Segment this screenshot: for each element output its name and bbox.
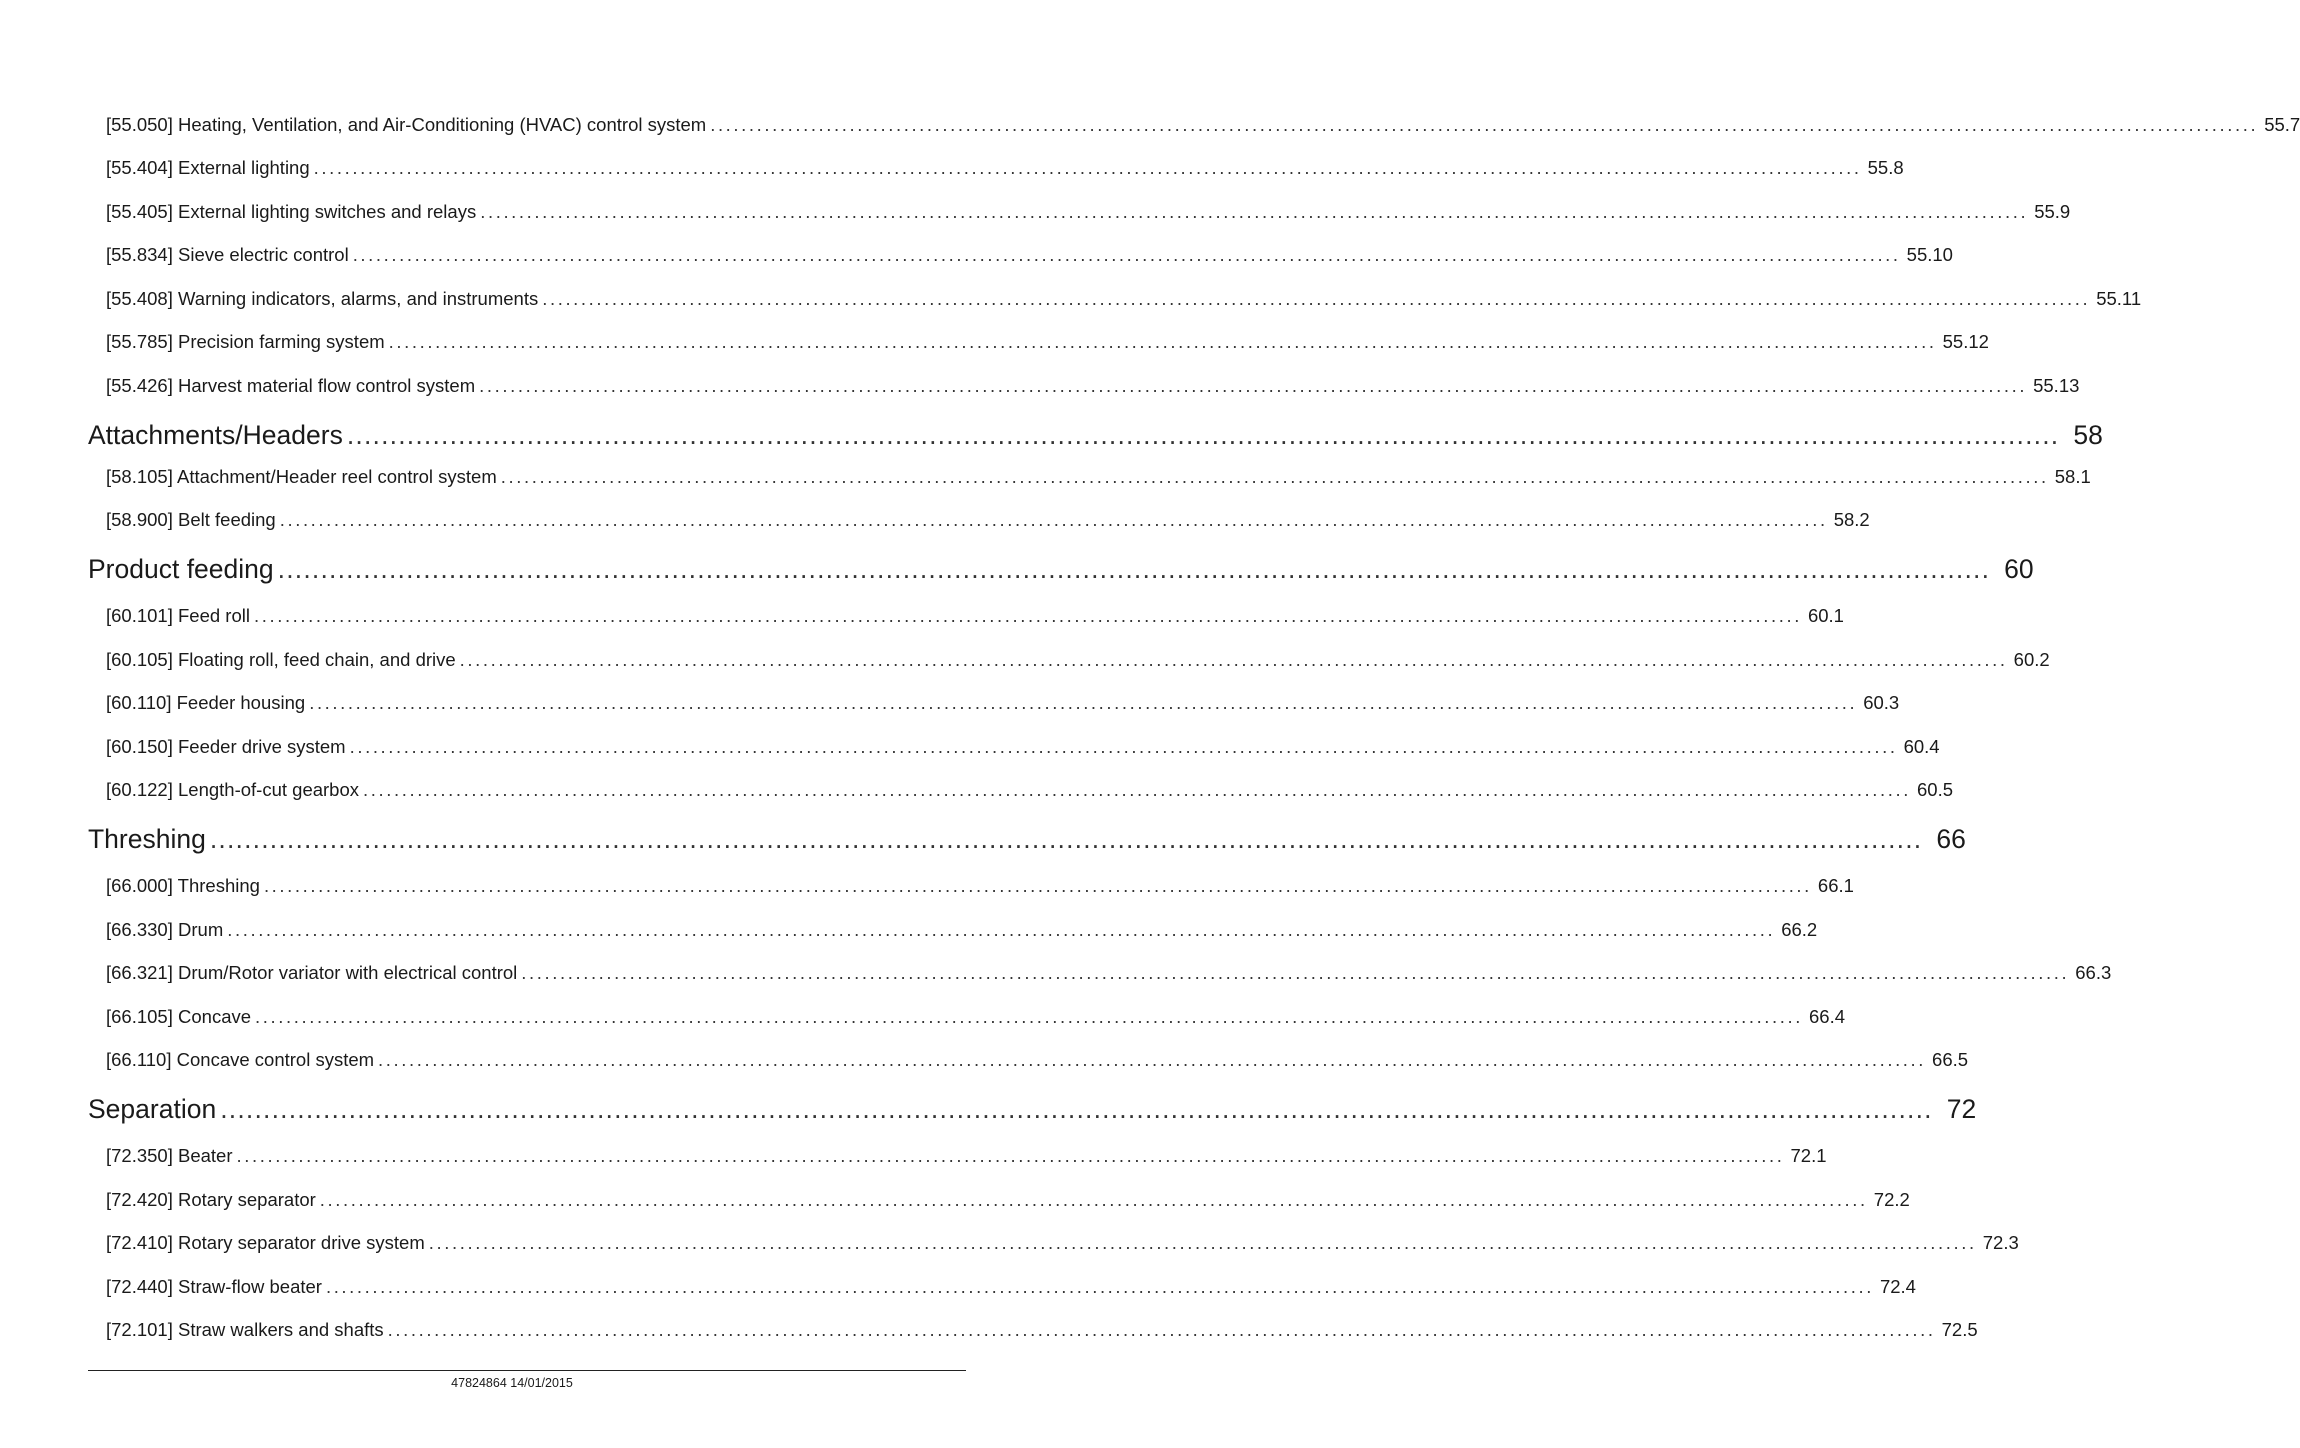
toc-entry-page: 55.9 <box>2034 201 2071 222</box>
toc-entry[interactable] <box>106 917 1818 943</box>
toc-entry-page: 66.4 <box>1809 1006 1846 1027</box>
toc-entry-page: 55.13 <box>2033 375 2080 396</box>
toc-entry-label: [60.101] Feed roll <box>106 605 250 626</box>
toc-entry-label: [60.110] Feeder housing <box>106 692 306 713</box>
toc-section-page: 60 <box>2004 554 2034 584</box>
toc-leader-dots: ........................................................................................................................................................................................................ <box>279 509 1828 530</box>
toc-entry-page: 66.3 <box>2075 962 2112 983</box>
toc-leader-dots: ........................................................................................................................................................................................................ <box>479 375 2028 396</box>
toc-entry-page: 72.2 <box>1873 1189 1910 1210</box>
toc-entry-page: 60.4 <box>1903 736 1940 757</box>
toc-leader-dots: ........................................................................................................................................................................................................ <box>388 331 1937 352</box>
toc-leader-dots: ........................................................................................................................................................................................................ <box>542 288 2091 309</box>
toc-leader-dots: ........................................................................................................................................................................................................ <box>459 649 2008 670</box>
toc-leader-dots: ........................................................................................................................................................................................................ <box>313 157 1862 178</box>
toc-entry-label: [55.785] Precision farming system <box>106 331 385 352</box>
toc-leader-dots: ........................................................................................................................................................................................................ <box>352 244 1901 265</box>
toc-leader-dots: ........................................................................................................................................................................................................ <box>428 1232 1977 1253</box>
toc-entry-page: 72.5 <box>1941 1319 1978 1340</box>
toc-section[interactable] <box>88 551 2034 587</box>
toc-entry-label: [60.150] Feeder drive system <box>106 736 346 757</box>
toc-entry-page: 60.5 <box>1917 779 1954 800</box>
toc-entry[interactable] <box>106 1004 1846 1030</box>
toc-entry-page: 72.1 <box>1790 1145 1827 1166</box>
toc-entry[interactable] <box>106 960 2112 986</box>
toc-section-label: Threshing <box>88 824 206 854</box>
toc-leader-dots: ........................................................................................................................................................................................................ <box>387 1319 1936 1340</box>
toc-entry-page: 55.7 <box>2264 114 2300 135</box>
toc-entry[interactable] <box>106 112 2300 138</box>
toc-entry-label: [66.110] Concave control system <box>106 1049 375 1070</box>
toc-entry-page: 60.3 <box>1863 692 1900 713</box>
toc-entry-page: 66.2 <box>1781 919 1818 940</box>
toc-entry-label: [72.101] Straw walkers and shafts <box>106 1319 384 1340</box>
toc-leader-dots: ........................................................................................................................................................................................................ <box>263 875 1812 896</box>
toc-section[interactable] <box>88 417 2103 453</box>
toc-entry-page: 55.10 <box>1906 244 1953 265</box>
toc-entry-page: 66.5 <box>1932 1049 1969 1070</box>
toc-entry-page: 72.3 <box>1982 1232 2019 1253</box>
toc-leader-dots: ........................................................................................................................................................................................................ <box>325 1276 1874 1297</box>
toc-entry[interactable] <box>106 1143 1827 1169</box>
toc-entry-page: 58.2 <box>1833 509 1870 530</box>
toc-section[interactable] <box>88 1091 1977 1127</box>
toc-section-label: Product feeding <box>88 554 274 584</box>
toc-entry-label: [55.834] Sieve electric control <box>106 244 349 265</box>
toc-entry[interactable] <box>106 373 2080 399</box>
toc-leader-dots: ........................................................................................................................................................................................................ <box>319 1189 1868 1210</box>
footer-document-id: 47824864 14/01/2015 <box>451 1376 573 1390</box>
toc-entry[interactable] <box>106 155 1904 181</box>
toc-entry[interactable] <box>106 507 1870 533</box>
toc-entry[interactable] <box>106 1230 2019 1256</box>
toc-leader-dots: ........................................................................................................................................................................................................ <box>236 1145 1785 1166</box>
toc-entry-label: [58.900] Belt feeding <box>106 509 276 530</box>
toc-entry-label: [58.105] Attachment/Header reel control system <box>106 466 497 487</box>
toc-entry-label: [72.440] Straw-flow beater <box>106 1276 322 1297</box>
toc-entry-page: 60.1 <box>1807 605 1844 626</box>
toc-entry-page: 72.4 <box>1879 1276 1916 1297</box>
toc-leader-dots: ........................................................................................................................................................................................................ <box>480 201 2029 222</box>
toc-entry-label: [66.105] Concave <box>106 1006 252 1027</box>
toc-leader-dots: ........................................................................................................................................................................................................ <box>521 962 2070 983</box>
toc-entry[interactable] <box>106 734 1940 760</box>
toc-entry[interactable] <box>106 1047 1969 1073</box>
toc-entry-label: [55.426] Harvest material flow control system <box>106 375 476 396</box>
toc-entry[interactable] <box>106 1187 1910 1213</box>
toc-leader-dots: ........................................................................................................................................................................................................ <box>378 1049 1927 1070</box>
toc-leader-dots: ........................................................................................................................................................................................................ <box>255 1006 1804 1027</box>
toc-entry[interactable] <box>106 1317 1978 1343</box>
toc-section-page: 58 <box>2073 420 2103 450</box>
toc-leader-dots: ........................................................................................................................................................................................................ <box>277 554 1991 584</box>
toc-entry-label: [60.122] Length-of-cut gearbox <box>106 779 360 800</box>
toc-entry-label: [60.105] Floating roll, feed chain, and drive <box>106 649 456 670</box>
toc-leader-dots: ........................................................................................................................................................................................................ <box>349 736 1898 757</box>
toc-entry-page: 58.1 <box>2054 466 2091 487</box>
toc-entry[interactable] <box>106 603 1844 629</box>
toc-entry-label: [55.408] Warning indicators, alarms, and instruments <box>106 288 539 309</box>
toc-entry-label: [55.404] External lighting <box>106 157 310 178</box>
toc-entry-label: [66.321] Drum/Rotor variator with electrical control <box>106 962 518 983</box>
footer-divider <box>88 1370 966 1371</box>
toc-entry[interactable] <box>106 286 2142 312</box>
toc-entry[interactable] <box>106 873 1854 899</box>
toc-leader-dots: ........................................................................................................................................................................................................ <box>209 824 1923 854</box>
toc-entry-label: [72.420] Rotary separator <box>106 1189 316 1210</box>
toc-entry-label: [72.350] Beater <box>106 1145 233 1166</box>
toc-leader-dots: ........................................................................................................................................................................................................ <box>253 605 1802 626</box>
toc-entry-label: [55.405] External lighting switches and relays <box>106 201 477 222</box>
toc-section-label: Separation <box>88 1094 217 1124</box>
toc-leader-dots: ........................................................................................................................................................................................................ <box>710 114 2259 135</box>
toc-leader-dots: ........................................................................................................................................................................................................ <box>220 1094 1933 1124</box>
toc-leader-dots: ........................................................................................................................................................................................................ <box>500 466 2049 487</box>
toc-entry[interactable] <box>106 329 1989 355</box>
toc-entry[interactable] <box>106 777 1954 803</box>
toc-entry[interactable] <box>106 242 1953 268</box>
toc-entry-label: [66.330] Drum <box>106 919 224 940</box>
toc-section[interactable] <box>88 821 1966 857</box>
toc-section-page: 72 <box>1946 1094 1977 1124</box>
toc-entry[interactable] <box>106 690 1900 716</box>
toc-entry-label: [66.000] Threshing <box>106 875 260 896</box>
toc-entry[interactable] <box>106 1274 1916 1300</box>
toc-entry[interactable] <box>106 647 2050 673</box>
toc-entry[interactable] <box>106 464 2091 490</box>
toc-leader-dots: ........................................................................................................................................................................................................ <box>227 919 1776 940</box>
toc-entry-page: 55.8 <box>1867 157 1904 178</box>
toc-entry-page: 66.1 <box>1817 875 1854 896</box>
toc-entry-label: [72.410] Rotary separator drive system <box>106 1232 425 1253</box>
toc-entry-page: 55.11 <box>2096 288 2142 309</box>
toc-entry[interactable] <box>106 199 2071 225</box>
toc-leader-dots: ........................................................................................................................................................................................................ <box>309 692 1858 713</box>
toc-leader-dots: ........................................................................................................................................................................................................ <box>346 420 2060 450</box>
toc-section-label: Attachments/Headers <box>88 420 343 450</box>
toc-entry-page: 55.12 <box>1942 331 1989 352</box>
toc-leader-dots: ........................................................................................................................................................................................................ <box>363 779 1911 800</box>
toc-entry-label: [55.050] Heating, Ventilation, and Air-Conditioning (HVAC) control system <box>106 114 707 135</box>
toc-entry-page: 60.2 <box>2013 649 2050 670</box>
toc-section-page: 66 <box>1936 824 1966 854</box>
